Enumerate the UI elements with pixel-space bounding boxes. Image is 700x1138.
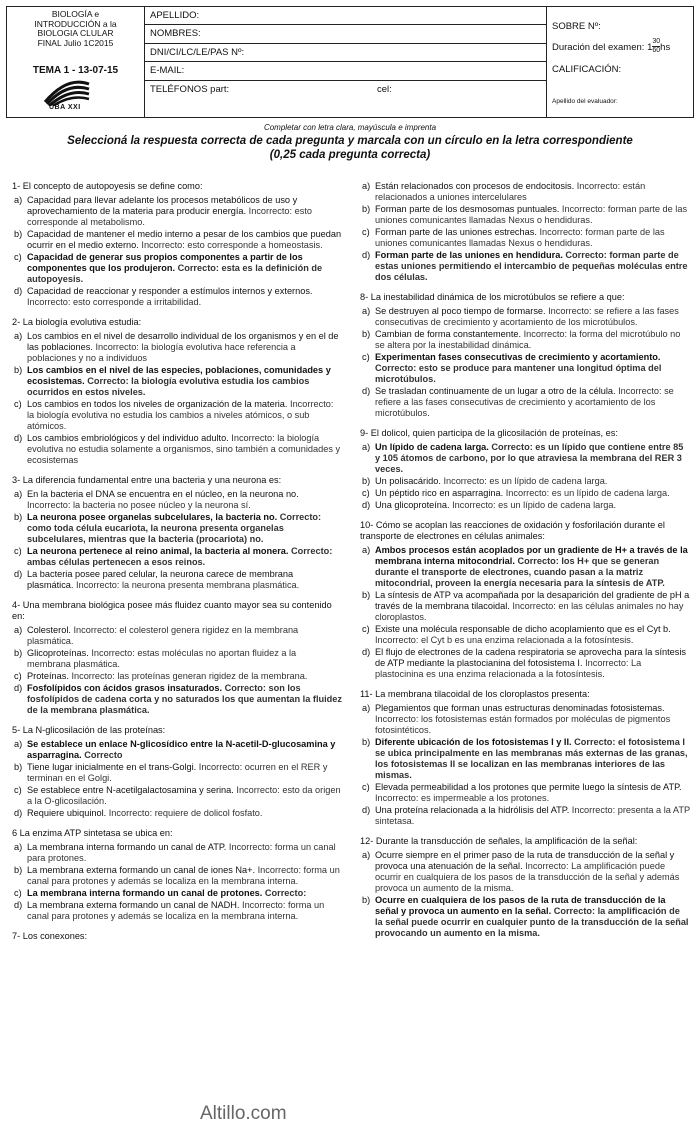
answer-option[interactable] (360, 488, 690, 499)
apellido-field[interactable]: APELLIDO: (145, 7, 546, 25)
option-comment: Incorrecto: esto corresponde al metabolismo. (27, 206, 312, 227)
answer-option[interactable] (12, 808, 342, 819)
option-text (27, 512, 342, 545)
answer-option[interactable] (12, 569, 342, 591)
answer-option[interactable] (12, 489, 342, 511)
option-statement: Cambian de forma constantemente. (375, 329, 524, 339)
answer-option[interactable] (360, 306, 690, 328)
option-text (27, 842, 342, 864)
subject-line: BIOLOGÍA e (51, 9, 100, 19)
option-statement: Los cambios en todos los niveles de organización de la materia. (27, 399, 291, 409)
option-text (27, 808, 342, 819)
option-text (375, 488, 690, 499)
question (12, 931, 342, 942)
answer-option[interactable] (12, 762, 342, 784)
option-comment: Incorrecto: La amplificación puede ocurrir en cualquiera de los pasos de la transducción de la señal y además provoca un aumento de la misma. (375, 861, 680, 893)
answer-option[interactable] (360, 545, 690, 589)
option-letter: c) (14, 252, 22, 262)
option-letter: a) (362, 545, 371, 555)
duracion-fraction: $\frac{30}{60}$ (652, 38, 661, 54)
option-letter: c) (14, 671, 22, 681)
option-comment: Incorrecto: están relacionados a uniones intercelulares (375, 181, 646, 202)
option-letter: a) (14, 842, 23, 852)
option-text (27, 489, 342, 511)
question (360, 292, 690, 419)
option-comment: Incorrecto: se refiere a las fases consecutivas de crecimiento y acortamiento de los microtúbulos. (375, 386, 674, 418)
option-letter: a) (14, 489, 23, 499)
option-statement: Forman parte de los desmosomas puntuales. (375, 204, 562, 214)
option-text (375, 850, 690, 894)
answer-option[interactable] (360, 386, 690, 419)
calificacion-field[interactable]: CALIFICACIÓN: (552, 64, 622, 75)
answer-option[interactable] (12, 331, 342, 364)
option-statement: Se establece un enlace N-glicosídico entre la N-acetil-D-glucosamina y asparragina. (27, 739, 336, 760)
option-text (27, 671, 342, 682)
answer-option[interactable] (12, 252, 342, 285)
question-title: 5- La N-glicosilación de las proteínas: (12, 725, 166, 735)
option-letter: b) (362, 204, 371, 214)
question (12, 475, 342, 591)
option-comment: Incorrecto: el Cyt b es una enzima relacionada a la fotosíntesis. (375, 635, 634, 645)
option-comment: Incorrecto: forman parte de las uniones comunicantes llamadas Nexus o hendiduras. (375, 227, 665, 248)
option-comment: Incorrecto: forman parte de las uniones comunicantes llamadas Nexus o hendiduras. (375, 204, 688, 225)
option-comment: Incorrecto: la biología evolutiva no estudia los cambios a niveles atómicos, o sub atómicos. (27, 399, 334, 431)
option-letter: a) (362, 850, 371, 860)
answer-option[interactable] (12, 785, 342, 807)
option-letter: c) (14, 785, 22, 795)
option-comment: Incorrecto: esto da origen a la O-glicosilación. (27, 785, 341, 806)
answer-option[interactable] (12, 399, 342, 432)
option-text (27, 625, 342, 647)
option-comment: Incorrecto: la biología evolutiva hace referencia a poblaciones y no a individuos (27, 342, 296, 363)
answer-option[interactable] (12, 625, 342, 647)
answer-option[interactable] (12, 286, 342, 308)
duracion-field: Duración del examen: 1 $\frac{30}{60}$ hs (552, 38, 671, 54)
option-text (375, 782, 690, 804)
option-statement: Plegamientos que forman unas estructuras denominadas fotosistemas. (375, 703, 665, 713)
option-text (27, 865, 342, 887)
answer-option[interactable] (12, 739, 342, 761)
option-letter: a) (362, 306, 371, 316)
option-statement: Existe una molécula responsable de dicho acoplamiento que es el Cyt b. (375, 624, 671, 634)
option-statement: Capacidad para llevar adelante los procesos metabólicos de uso y aprovechamiento de la materia para producir energía. (27, 195, 298, 216)
option-text (27, 762, 342, 784)
option-statement: Un péptido rico en asparragina. (375, 488, 506, 498)
option-statement: Los cambios en el nivel de desarrollo individual de los organismos y en el de las poblaciones. (27, 331, 339, 352)
option-statement: Elevada permeabilidad a los protones que permite luego la síntesis de ATP. (375, 782, 682, 792)
option-comment: Correcto: son los fosfolípidos de cadena corta y no saturados los que aumentan la fluidez de la membrana plasmática. (27, 683, 342, 715)
option-text (27, 739, 342, 761)
option-comment: Incorrecto: presenta a la ATP sintetasa. (375, 805, 690, 826)
question (12, 317, 342, 466)
option-letter: b) (14, 512, 23, 522)
option-statement: Diferente ubicación de los fotosistemas I y II. (375, 737, 575, 747)
answer-option[interactable] (360, 895, 690, 939)
question-title: 6 La enzima ATP sintetasa se ubica en: (12, 828, 173, 838)
subject-line: BIOLOGIA CLULAR (37, 28, 114, 39)
option-text (27, 365, 342, 398)
answer-option[interactable] (12, 229, 342, 251)
option-letter: b) (14, 365, 23, 375)
option-letter: a) (362, 703, 371, 713)
option-comment: Incorrecto: la biología evolutiva no estudia solamente a organismos, sino también a comunidades y ecosistemas (27, 433, 341, 465)
question (12, 828, 342, 922)
option-statement: Experimentan fases consecutivas de crecimiento y acortamiento. (375, 352, 661, 362)
option-letter: b) (14, 648, 23, 658)
option-text (27, 399, 342, 432)
option-statement: Forman parte de las uniones estrechas. (375, 227, 540, 237)
question-title: 4- Una membrana biológica posee más fluidez cuanto mayor sea su contenido en: (12, 600, 332, 621)
option-letter: d) (14, 286, 23, 296)
answer-option[interactable] (12, 365, 342, 398)
option-letter: a) (14, 739, 23, 749)
option-text (27, 569, 342, 591)
question-title: 3- La diferencia fundamental entre una bacteria y una neurona es: (12, 475, 282, 485)
option-letter: c) (362, 624, 370, 634)
option-comment: Incorrecto: esto corresponde a homeostasis. (141, 240, 323, 250)
option-text (27, 888, 342, 899)
option-comment: Incorrecto: forma un canal para protones y además se localiza en la membrana interna. (27, 900, 325, 921)
option-letter: b) (14, 865, 23, 875)
option-letter: b) (14, 229, 23, 239)
option-letter: d) (362, 250, 371, 260)
option-text (375, 181, 690, 203)
option-comment: Correcto: forman parte de estas uniones permitiendo el intercambio de pequeñas moléculas entre dos células. (375, 250, 688, 282)
answer-option[interactable] (360, 737, 690, 781)
option-text (27, 785, 342, 807)
option-statement: Los cambios en el nivel de las especies, poblaciones, comunidades y ecosistemas. (27, 365, 331, 386)
option-statement: Un polisacárido. (375, 476, 444, 486)
question-title: 1- El concepto de autopoyesis se define como: (12, 181, 203, 191)
option-letter: d) (14, 683, 23, 693)
complete-note: Completar con letra clara, mayúscula e imprenta (263, 123, 437, 132)
option-text (27, 433, 342, 466)
question-title: 2- La biología evolutiva estudia: (12, 317, 142, 327)
option-comment: Incorrecto: es un lípido de cadena larga. (452, 500, 617, 510)
answer-option[interactable] (12, 865, 342, 887)
option-statement: Están relacionados con procesos de endocitosis. (375, 181, 577, 191)
answer-option[interactable] (360, 850, 690, 894)
option-text (375, 545, 690, 589)
option-statement: Ocurre en cualquiera de los pasos de la ruta de transducción de la señal y provoca un aumento en la señal. (375, 895, 666, 916)
option-letter: d) (14, 569, 23, 579)
answer-option[interactable] (12, 683, 342, 716)
option-statement: Se destruyen al poco tiempo de formarse. (375, 306, 549, 316)
option-statement: Requiere ubiquinol. (27, 808, 109, 818)
option-text (375, 805, 690, 827)
option-letter: a) (14, 331, 23, 341)
option-text (27, 195, 342, 228)
option-statement: Tiene lugar inicialmente en el trans-Golgi. (27, 762, 199, 772)
option-comment: Correcto: (264, 888, 307, 898)
option-text (375, 442, 690, 475)
option-letter: b) (14, 762, 23, 772)
question (360, 836, 690, 939)
student-fields (145, 7, 547, 117)
uba-logo (37, 80, 97, 114)
question-title: 8- La inestabilidad dinámica de los microtúbulos se refiere a que: (360, 292, 625, 302)
answer-option[interactable] (360, 703, 690, 736)
option-comment: Correcto: la amplificación de la señal puede ocurrir en cualquier punto de la transducción de la señal provocando un aumento en la misma. (375, 906, 689, 938)
right-column (360, 181, 690, 948)
option-statement: La membrana interna formando un canal de protones. (27, 888, 265, 898)
uba-logo-icon (37, 80, 97, 106)
answer-option[interactable] (12, 900, 342, 922)
sobre-field[interactable]: SOBRE Nº: (552, 21, 601, 32)
option-letter: c) (362, 352, 370, 362)
answer-option[interactable] (360, 624, 690, 646)
question (360, 428, 690, 511)
option-text (375, 590, 690, 623)
option-statement: Una proteína relacionada a la hidrólisis del ATP. (375, 805, 572, 815)
option-text (27, 546, 342, 568)
option-statement: La bacteria posee pared celular, la neurona carece de membrana plasmática. (27, 569, 294, 590)
option-comment: Incorrecto: en las células animales no hay cloroplastos. (375, 601, 684, 622)
option-letter: c) (362, 488, 370, 498)
option-text (375, 329, 690, 351)
option-statement: Forman parte de las uniones en hendidura. (375, 250, 566, 260)
option-comment: Incorrecto: forma un canal para protones y además se localiza en la membrana interna. (27, 865, 340, 886)
answer-option[interactable] (360, 250, 690, 283)
cel-label: cel: (377, 83, 392, 95)
option-letter: d) (362, 647, 371, 657)
option-comment: Incorrecto: las proteínas generan rigidez de la membrana. (71, 671, 308, 681)
answer-option[interactable] (12, 546, 342, 568)
option-comment: Incorrecto: forma un canal para protones. (27, 842, 336, 863)
answer-option[interactable] (12, 842, 342, 864)
option-comment: Correcto: es un lípido que contiene entre 85 y 105 átomos de carbono, por lo que atraviesa la membrana del RER 3 veces. (375, 442, 684, 474)
option-statement: Fosfolípidos con ácidos grasos insaturados. (27, 683, 225, 693)
option-statement: Se trasladan continuamente de un lugar a otro de la célula. (375, 386, 619, 396)
option-statement: Colesterol. (27, 625, 74, 635)
option-statement: Proteínas. (27, 671, 72, 681)
answer-option[interactable] (360, 782, 690, 804)
option-statement: La membrana externa formando un canal de NADH. (27, 900, 243, 910)
option-comment: Incorrecto: la forma del microtúbulo no se altera por la inestabilidad dinámica. (375, 329, 681, 350)
option-letter: a) (362, 442, 371, 452)
answer-option[interactable] (360, 227, 690, 249)
option-letter: d) (362, 386, 371, 396)
option-statement: Capacidad de generar sus propios componentes a partir de los componentes que los produjeron. (27, 252, 303, 273)
header-subject-box (7, 7, 145, 117)
option-text (27, 229, 342, 251)
telefonos-field[interactable]: TELÉFONOS part: cel: (150, 83, 392, 95)
option-letter: d) (362, 805, 371, 815)
option-statement: La neurona posee organelas subcelulares, la bacteria no. (27, 512, 280, 522)
answer-option[interactable] (360, 329, 690, 351)
option-text (27, 683, 342, 716)
evaluador-field[interactable]: Apellido del evaluador: (552, 98, 618, 105)
option-letter: b) (362, 329, 371, 339)
answer-option[interactable] (360, 805, 690, 827)
option-text (375, 703, 690, 736)
answer-option[interactable] (12, 512, 342, 545)
question (12, 181, 342, 308)
answer-option[interactable] (12, 671, 342, 682)
option-letter: a) (14, 625, 23, 635)
option-statement: Una glicoproteína. (375, 500, 453, 510)
option-statement: Se establece entre N-acetilgalactosamina y serina. (27, 785, 237, 795)
option-comment: Incorrecto: es un lípido de cadena larga. (505, 488, 670, 498)
option-letter: c) (362, 782, 370, 792)
option-comment: Correcto: la biología evolutiva estudia los cambios ocurridos en estos niveles. (27, 376, 310, 397)
option-text (375, 386, 690, 419)
option-letter: c) (362, 227, 370, 237)
answer-option[interactable] (360, 352, 690, 385)
option-text (27, 331, 342, 364)
option-text (375, 476, 690, 487)
option-letter: b) (362, 590, 371, 600)
option-comment: Correcto: esto se produce para mantener una longitud óptima del microtúbulos. (375, 363, 662, 384)
option-comment: Incorrecto: esto corresponde a irritabilidad. (27, 297, 202, 307)
option-letter: d) (14, 900, 23, 910)
nombres-field[interactable]: NOMBRES: (145, 25, 546, 43)
option-text (375, 306, 690, 328)
option-letter: c) (14, 888, 22, 898)
dni-field[interactable]: DNI/CI/LC/LE/PAS Nº: (145, 44, 546, 62)
option-statement: Los cambios embriológicos y del individuo adulto. (27, 433, 232, 443)
subject-title (7, 7, 144, 48)
option-comment: Correcto: esta es la definición de autopoyesis. (27, 263, 323, 284)
option-statement: La membrana interna formando un canal de ATP. (27, 842, 229, 852)
option-statement: Glicoproteínas. (27, 648, 92, 658)
option-comment: Correcto (84, 750, 123, 760)
option-comment: Incorrecto: estas moléculas no aportan fluidez a la membrana plasmática. (27, 648, 297, 669)
option-comment: Correcto: como toda célula eucariota, la neurona presenta organelas subcelulares, mientras que la bacteria (procariota) no. (27, 512, 322, 544)
question (12, 600, 342, 716)
option-letter: c) (14, 399, 22, 409)
option-text (27, 648, 342, 670)
option-statement: El flujo de electrones de la cadena respiratoria se aprovecha para la síntesis de ATP mediante la plastocianina del fotosistema I. (375, 647, 687, 668)
answer-option[interactable] (360, 647, 690, 680)
option-comment: Incorrecto: es un lípido de cadena larga. (443, 476, 608, 486)
answer-option[interactable] (360, 500, 690, 511)
option-text (375, 352, 690, 385)
option-comment: Incorrecto: requiere de dolicol fosfato. (108, 808, 263, 818)
answer-option[interactable] (12, 888, 342, 899)
option-statement: En la bacteria el DNA se encuentra en el núcleo, en la neurona no. (27, 489, 299, 499)
option-comment: Incorrecto: ocurren en el RER y terminan en el Golgi. (27, 762, 328, 783)
question-title: 10- Cómo se acoplan las reacciones de oxidación y fosforilación durante el transporte de electrones en células animales: (360, 520, 665, 541)
option-text (375, 895, 690, 939)
answer-option[interactable] (12, 648, 342, 670)
option-letter: d) (14, 433, 23, 443)
option-comment: Correcto: el fotosistema I se ubica principalmente en las membranas más externas de las granas, los fotosistemas II se localizan en las membranas interiores de las mismas. (375, 737, 688, 780)
option-comment: Incorrecto: el colesterol genera rigidez en la membrana plasmática. (27, 625, 299, 646)
option-text (375, 227, 690, 249)
option-comment: Correcto: ambas células pertenecen a esos reinos. (27, 546, 333, 567)
subject-line: FINAL Julio 1C2015 (37, 37, 114, 48)
answer-option[interactable] (360, 204, 690, 226)
option-text (27, 900, 342, 922)
option-comment: Incorrecto: es impermeable a los protones. (375, 793, 550, 803)
question (360, 181, 690, 283)
answer-option[interactable] (360, 476, 690, 487)
option-comment: Incorrecto: la bacteria no posee núcleo y la neurona sí. (27, 500, 251, 510)
option-comment: Correcto: los H+ que se generan durante el transporte de electrones, cuando pasan a la matriz mitocondrial, proveen la energía necesaria para la síntesis de ATP. (375, 556, 665, 588)
option-letter: b) (362, 737, 371, 747)
option-letter: b) (362, 895, 371, 905)
option-text (375, 500, 690, 511)
option-text (27, 286, 342, 308)
option-comment: Incorrecto: se refiere a las fases consecutivas de crecimiento y acortamiento de los microtúbulos. (375, 306, 679, 327)
option-statement: Ocurre siempre en el primer paso de la ruta de transducción de la señal y provoca una atenuación de la señal. (375, 850, 675, 871)
option-statement: La neurona pertenece al reino animal, la bacteria al monera. (27, 546, 291, 556)
option-statement: Capacidad de mantener el medio interno a pesar de los cambios que puedan ocurrir en el medio externo. (27, 229, 342, 250)
question (12, 725, 342, 819)
option-text (375, 647, 690, 680)
option-comment: Incorrecto: los fotosistemas están formados por moléculas de pigmentos fotosintéticos. (375, 714, 671, 735)
email-field[interactable]: E-MAIL: (145, 62, 546, 80)
instructions: Seleccioná la respuesta correcta de cada pregunta y marcala con un círculo en la letra correspondiente (0,25 cada pregunta correcta) (67, 135, 633, 161)
option-letter: d) (362, 500, 371, 510)
answer-option[interactable] (12, 433, 342, 466)
question-title: 11- La membrana tilacoidal de los cloroplastos presenta: (360, 689, 590, 699)
exam-info (547, 7, 693, 117)
option-statement: Ambos procesos están acoplados por un gradiente de H+ a través de la membrana interna mitocondrial. (375, 545, 688, 566)
option-text (375, 250, 690, 283)
option-letter: a) (362, 181, 371, 191)
option-letter: b) (362, 476, 371, 486)
tema-label: TEMA 1 - 13-07-15 (32, 65, 119, 76)
option-text (375, 204, 690, 226)
option-statement: La síntesis de ATP va acompañada por la desaparición del gradiente de pH a través de la membrana tilacoidal. (375, 590, 690, 611)
option-statement: La membrana externa formando un canal de iones Na+. (27, 865, 258, 875)
option-text (27, 252, 342, 285)
answer-option[interactable] (360, 181, 690, 203)
answer-option[interactable] (360, 590, 690, 623)
logo-text: UBA XXI (49, 104, 81, 111)
option-letter: d) (14, 808, 23, 818)
option-comment: Incorrecto: La plastocinina es una enzima relacionada a la fotosíntesis. (375, 658, 642, 679)
answer-option[interactable] (12, 195, 342, 228)
question-title: 12- Durante la transducción de señales, la amplificación de la señal: (360, 836, 638, 846)
question (360, 689, 690, 827)
watermark: Altillo.com (200, 1103, 287, 1124)
option-letter: a) (14, 195, 23, 205)
option-statement: Un lípido de cadena larga. (375, 442, 492, 452)
option-letter: c) (14, 546, 22, 556)
question-title: 9- El dolicol, quien participa de la glicosilación de proteínas, es: (360, 428, 618, 438)
exam-header (6, 6, 694, 118)
answer-option[interactable] (360, 442, 690, 475)
question-title: 7- Los conexones: (12, 931, 88, 941)
left-column (12, 181, 342, 951)
option-text (375, 737, 690, 781)
question (360, 520, 690, 680)
option-statement: Capacidad de reaccionar y responder a estímulos internos y externos. (27, 286, 313, 296)
option-text (375, 624, 690, 646)
option-comment: Incorrecto: la neurona presenta membrana plasmática. (76, 580, 300, 590)
subject-line: INTRODUCCIÓN a la (34, 18, 117, 29)
